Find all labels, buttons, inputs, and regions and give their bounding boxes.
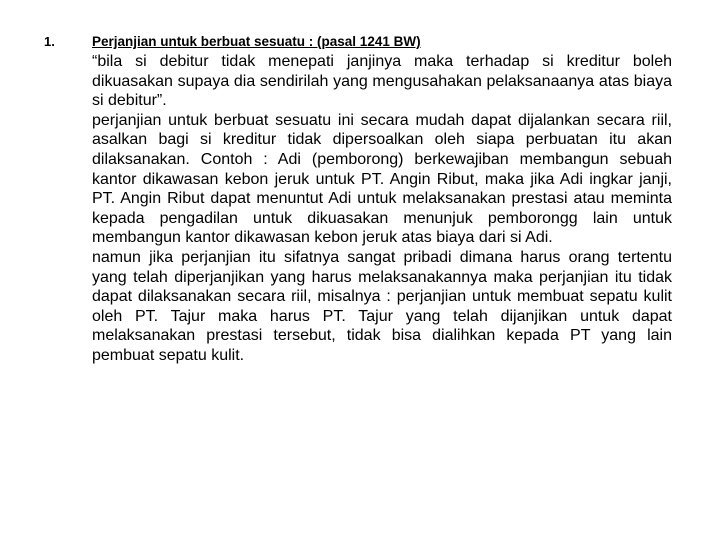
paragraph-exception: namun jika perjanjian itu sifatnya sangat pribadi dimana harus orang tertentu yang telah diperjanjikan yang harus melaksanakannya maka perjanjian itu tidak dapat dilaksanakan secara riil, misalnya : perjanjian untuk membuat sepatu kulit oleh PT. Tajur maka harus PT. Tajur yang telah dijanjikan untuk dapat melaksanakan prestasi tersebut, tidak bisa dialihkan kepada PT yang lain pembuat sepatu kulit. [92, 248, 672, 364]
list-item-content [92, 33, 672, 366]
list-item-number: 1. [44, 34, 55, 49]
item-heading: Perjanjian untuk berbuat sesuatu : (pasal 1241 BW) [92, 34, 421, 49]
paragraph-quote: “bila si debitur tidak menepati janjinya maka terhadap si kreditur boleh dikuasakan supaya dia sendirilah yang mengusahakan pelaksanaanya atas biaya si debitur”. [92, 53, 672, 110]
paragraph-explanation: perjanjian untuk berbuat sesuatu ini secara mudah dapat dijalankan secara riil, asalkan bagi si kreditur tidak dipersoalkan oleh siapa perbuatan itu akan dilaksanakan. Contoh : Adi (pemborong) berkewajiban membangun sebuah kantor dikawasan kebon jeruk untuk PT. Angin Ribut, maka jika Adi ingkar janji, PT. Angin Ribut dapat menuntut Adi untuk melaksanakan prestasi atau meminta kepada pengadilan untuk dikuasakan menunjuk pemborongg lain untuk membangun kantor dikawasan kebon jeruk atas biaya dari si Adi. [92, 111, 672, 247]
